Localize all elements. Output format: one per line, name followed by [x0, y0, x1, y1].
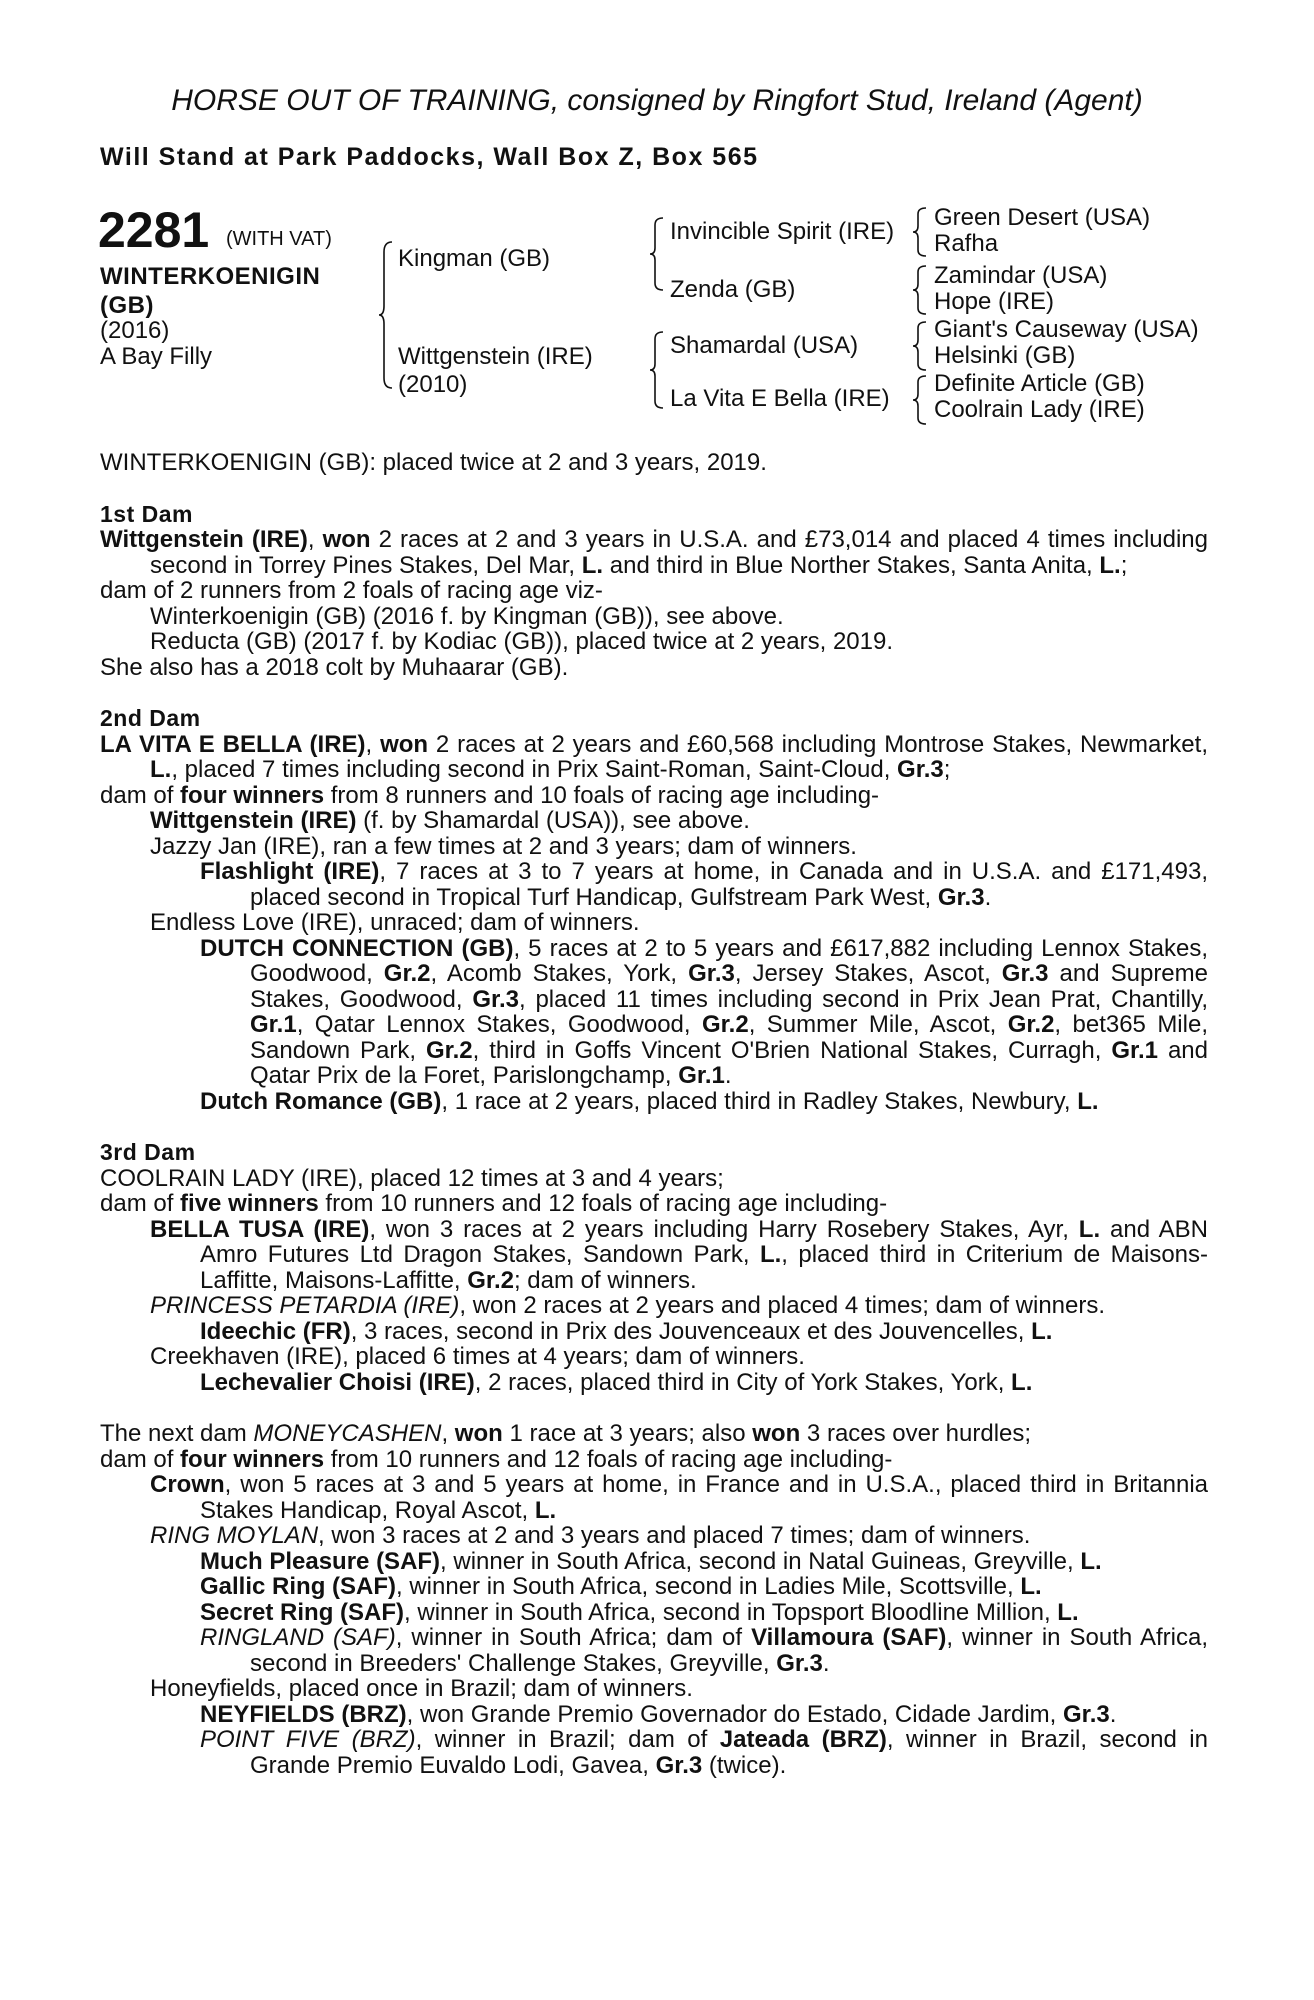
- listed-mark: L.: [759, 1241, 782, 1268]
- next-dam-record: [100, 1421, 1208, 1447]
- produce-name: BELLA TUSA (IRE): [150, 1215, 370, 1243]
- first-dam-record: Wittgenstein (IRE), won 2 races at 2 and 3 years in U.S.A. and £73,014 and placed 4 times including second in Torrey Pines Stakes, Del Mar, L. and third in Blue Norther Stakes, Santa Anita, L.;: [100, 526, 1208, 579]
- listed-mark: L.: [1011, 1368, 1033, 1396]
- produce-entry: [100, 1625, 1208, 1676]
- produce-name: Gallic Ring (SAF): [200, 1573, 397, 1600]
- produce-name: Crown: [150, 1471, 225, 1498]
- pedigree-bracket-1: [378, 240, 398, 390]
- produce-entry: Reducta (GB) (2017 f. by Kodiac (GB)), placed twice at 2 years, 2019.: [150, 628, 894, 655]
- group-mark: Gr.3: [937, 883, 985, 911]
- record-text: , 2 races, placed third in City of York Stakes, York,: [474, 1368, 1012, 1396]
- record-text: , winner in South Africa; dam of: [395, 1624, 752, 1651]
- record-text: 3 races over hurdles;: [800, 1420, 1032, 1447]
- foaling-year: (2016): [100, 317, 170, 344]
- group-mark: Gr.3: [655, 1751, 703, 1779]
- dam-dam-sire: Definite Article (GB): [934, 370, 1145, 397]
- listed-mark: L.: [534, 1496, 557, 1524]
- listed-mark: L.: [581, 551, 604, 579]
- record-text: ,: [441, 1420, 455, 1447]
- record-text: .: [724, 1062, 732, 1089]
- record-text: , won 5 races at 3 and 5 years at home, in France and in U.S.A., placed third in Britannia Stakes Handicap, Royal Ascot,: [200, 1471, 1208, 1524]
- produce-name: PRINCESS PETARDIA (IRE): [150, 1292, 460, 1319]
- horse-name-line2: (GB): [100, 292, 154, 319]
- record-text: , 5 races at 2 to 5 years and £617,882 including Lennox Stakes, Goodwood,: [250, 934, 1208, 987]
- group-mark: Gr.2: [467, 1266, 514, 1294]
- record-text: and Supreme Stakes, Goodwood,: [250, 960, 1208, 1013]
- listed-mark: L.: [1031, 1317, 1053, 1345]
- listed-mark: L.: [150, 756, 172, 783]
- record-text: and Qatar Prix de la Foret, Parislongchamp,: [250, 1036, 1209, 1089]
- group-mark: Gr.3: [1001, 960, 1049, 987]
- listed-mark: L.: [1057, 1598, 1079, 1626]
- produce-name: Villamoura (SAF): [751, 1624, 947, 1651]
- record-text: The next dam: [100, 1420, 254, 1447]
- group-mark: Gr.3: [472, 985, 520, 1013]
- listed-mark: L.: [1078, 1215, 1101, 1243]
- produce-entry: [100, 1472, 1208, 1523]
- dam-year: (2010): [398, 371, 468, 398]
- record-text: , placed third in Criterium de Maisons-Laffitte, Maisons-Laffitte,: [200, 1241, 1209, 1294]
- record-text: , won Grande Premio Governador do Estado, Cidade Jardim,: [406, 1700, 1064, 1728]
- pedigree-bracket-3a: [912, 206, 932, 258]
- sire: Kingman (GB): [398, 245, 551, 272]
- produce-entry: [100, 1523, 1208, 1549]
- first-dam-name: Wittgenstein (IRE): [100, 526, 308, 553]
- sire-sire-dam: Rafha: [934, 230, 999, 257]
- produce-name: Much Pleasure (SAF): [200, 1547, 441, 1575]
- sire-sire-sire: Green Desert (USA): [934, 204, 1151, 231]
- record-text: ;: [943, 756, 951, 783]
- produce-entry: [100, 1319, 1208, 1345]
- vat-note: (WITH VAT): [226, 228, 332, 250]
- horse-name: [100, 262, 320, 320]
- race-summary: WINTERKOENIGIN (GB): placed twice at 2 and 3 years, 2019.: [100, 449, 767, 476]
- produce-entry: [100, 1727, 1208, 1778]
- group-mark: Gr.3: [688, 960, 735, 987]
- pedigree-bracket-3c: [912, 320, 932, 372]
- group-mark: Gr.3: [897, 756, 944, 783]
- dam-dam-dam: Coolrain Lady (IRE): [934, 396, 1145, 423]
- produce-entry: [100, 936, 1208, 1089]
- pedigree-bracket-2b: [649, 330, 669, 410]
- group-mark: Gr.1: [678, 1062, 725, 1089]
- record-text: (f. by Shamardal (USA)), see above.: [356, 807, 750, 834]
- record-text: , winner in Brazil, second in Grande Premio Euvaldo Lodi, Gavea,: [250, 1726, 1208, 1779]
- produce-entry: [100, 1089, 1208, 1115]
- produce-entry: [100, 1370, 1208, 1396]
- record-text: and ABN Amro Futures Ltd Dragon Stakes, Sandown Park,: [200, 1215, 1208, 1268]
- catalogue-body: [100, 450, 1208, 1778]
- record-text: , Qatar Lennox Stakes, Goodwood,: [296, 1011, 702, 1038]
- sire-dam-dam: Hope (IRE): [934, 288, 1055, 315]
- winners-count: four winners: [180, 1445, 325, 1473]
- listed-mark: L.: [1020, 1573, 1042, 1600]
- produce-name: Dutch Romance (GB): [200, 1087, 442, 1115]
- group-mark: Gr.1: [1111, 1036, 1159, 1064]
- listed-mark: L.: [1080, 1547, 1102, 1575]
- dam-dam: La Vita E Bella (IRE): [670, 385, 890, 412]
- sire-sire: Invincible Spirit (IRE): [670, 218, 895, 245]
- group-mark: Gr.2: [701, 1011, 749, 1038]
- produce-name: Ideechic (FR): [200, 1317, 351, 1345]
- produce-entry: Honeyfields, placed once in Brazil; dam of winners.: [150, 1675, 693, 1702]
- first-dam-also: She also has a 2018 colt by Muhaarar (GB).: [100, 653, 569, 681]
- first-dam-produce-intro: dam of 2 runners from 2 foals of racing age viz-: [100, 577, 603, 604]
- dam-sire-sire: Giant's Causeway (USA): [934, 316, 1199, 343]
- record-text: .: [1109, 1700, 1117, 1728]
- third-dam-record: COOLRAIN LADY (IRE), placed 12 times at 3 and 4 years;: [100, 1164, 724, 1192]
- record-text: , 1 race at 2 years, placed third in Radley Stakes, Newbury,: [441, 1087, 1078, 1115]
- group-mark: Gr.3: [1063, 1700, 1110, 1728]
- produce-entry: Winterkoenigin (GB) (2016 f. by Kingman (GB)), see above.: [150, 602, 784, 630]
- record-text: , won 3 races at 2 and 3 years and placed 7 times; dam of winners.: [318, 1522, 1031, 1549]
- won-label: won: [752, 1420, 801, 1447]
- winners-count: five winners: [180, 1190, 319, 1217]
- record-text: , winner in Brazil; dam of: [415, 1726, 720, 1753]
- produce-name: Secret Ring (SAF): [200, 1598, 405, 1626]
- second-dam-name: LA VITA E BELLA (IRE): [100, 730, 366, 758]
- produce-name: POINT FIVE (BRZ): [200, 1726, 416, 1753]
- record-text: dam of: [100, 1190, 181, 1217]
- produce-name: NEYFIELDS (BRZ): [200, 1700, 407, 1728]
- record-text: from 8 runners and 10 foals of racing age including-: [324, 781, 880, 809]
- produce-name: RINGLAND (SAF): [200, 1624, 396, 1651]
- produce-entry: [100, 859, 1208, 910]
- record-text: , winner in South Africa, second in Breeders' Challenge Stakes, Greyville,: [250, 1624, 1208, 1677]
- group-mark: Gr.2: [425, 1036, 473, 1064]
- produce-name: DUTCH CONNECTION (GB): [200, 934, 514, 962]
- produce-name: Wittgenstein (IRE): [150, 807, 357, 834]
- produce-entry: [100, 1293, 1208, 1319]
- produce-entry: [100, 1549, 1208, 1575]
- first-dam-heading: 1st Dam: [100, 500, 193, 527]
- sire-dam: Zenda (GB): [670, 276, 796, 303]
- pedigree-bracket-3b: [912, 264, 932, 316]
- record-text: and third in Blue Norther Stakes, Santa Anita,: [603, 551, 1100, 579]
- record-text: .: [822, 1649, 830, 1677]
- record-text: 2 races at 2 years and £60,568 including Montrose Stakes, Newmarket,: [428, 730, 1208, 758]
- horse-description: A Bay Filly: [100, 343, 213, 370]
- produce-entry: Jazzy Jan (IRE), ran a few times at 2 and 3 years; dam of winners.: [150, 832, 857, 860]
- dam-sire: Shamardal (USA): [670, 332, 859, 359]
- won-label: won: [454, 1420, 503, 1447]
- record-text: , winner in South Africa, second in Topsport Bloodline Million,: [404, 1598, 1058, 1626]
- next-dam-name: MONEYCASHEN: [253, 1420, 442, 1447]
- record-text: ; dam of winners.: [513, 1266, 697, 1294]
- won-label: won: [322, 526, 371, 553]
- second-dam-heading: 2nd Dam: [100, 705, 201, 731]
- sire-dam-sire: Zamindar (USA): [934, 262, 1108, 289]
- produce-name: RING MOYLAN: [150, 1522, 319, 1549]
- dam-sire-dam: Helsinki (GB): [934, 342, 1076, 369]
- record-text: , winner in South Africa, second in Natal Guineas, Greyville,: [440, 1547, 1081, 1575]
- pedigree-bracket-3d: [912, 374, 932, 426]
- horse-name-line1: WINTERKOENIGIN: [100, 263, 321, 290]
- produce-entry: [100, 1574, 1208, 1600]
- record-text: , Acomb Stakes, York,: [430, 960, 689, 987]
- stand-location: Will Stand at Park Paddocks, Wall Box Z, Box 565: [100, 143, 759, 171]
- third-dam-heading: 3rd Dam: [100, 1139, 196, 1165]
- record-text: , winner in South Africa, second in Ladies Mile, Scottsville,: [396, 1573, 1021, 1600]
- third-dam-produce-intro: [100, 1191, 1208, 1217]
- produce-name: Jateada (BRZ): [719, 1726, 887, 1753]
- produce-entry: [100, 1600, 1208, 1626]
- record-text: dam of: [100, 781, 181, 809]
- record-text: .: [984, 883, 992, 911]
- second-dam-produce-intro: [100, 783, 1208, 809]
- group-mark: Gr.2: [383, 960, 431, 987]
- lot-number: 2281: [98, 202, 210, 258]
- winners-count: four winners: [180, 781, 325, 809]
- next-dam-produce-intro: [100, 1447, 1208, 1473]
- produce-entry: Creekhaven (IRE), placed 6 times at 4 years; dam of winners.: [150, 1343, 805, 1370]
- record-text: , 7 races at 3 to 7 years at home, in Canada and in U.S.A. and £171,493, placed second in Tropical Turf Handicap, Gulfstream Park West,: [250, 858, 1208, 911]
- record-text: 1 race at 3 years; also: [502, 1420, 753, 1447]
- group-mark: Gr.3: [776, 1649, 823, 1677]
- produce-entry: Endless Love (IRE), unraced; dam of winners.: [150, 909, 640, 936]
- record-text: (twice).: [702, 1751, 787, 1779]
- record-text: ;: [1120, 551, 1128, 579]
- group-mark: Gr.1: [250, 1011, 297, 1038]
- produce-name: Flashlight (IRE): [200, 858, 380, 885]
- record-text: 2 races at 2 and 3 years in U.S.A. and £73,014 and placed 4 times including second in Torrey Pines Stakes, Del Mar,: [150, 526, 1208, 579]
- produce-entry: [100, 1217, 1208, 1294]
- record-text: , won 2 races at 2 years and placed 4 times; dam of winners.: [459, 1292, 1106, 1319]
- produce-entry: [100, 808, 1208, 834]
- record-text: , won 3 races at 2 years including Harry Rosebery Stakes, Ayr,: [369, 1215, 1079, 1243]
- record-text: , placed 7 times including second in Prix Saint-Roman, Saint-Cloud,: [171, 756, 898, 783]
- second-dam-record: LA VITA E BELLA (IRE), won 2 races at 2 years and £60,568 including Montrose Stakes, Newmarket, L., placed 7 times including second in Prix Saint-Roman, Saint-Cloud, Gr.3;: [100, 730, 1208, 783]
- produce-entry: [100, 1702, 1208, 1728]
- record-text: , Summer Mile, Ascot,: [748, 1011, 1008, 1038]
- record-text: from 10 runners and 12 foals of racing age including-: [318, 1190, 888, 1217]
- produce-name: Lechevalier Choisi (IRE): [200, 1368, 475, 1396]
- record-text: , 3 races, second in Prix des Jouvenceaux et des Jouvencelles,: [350, 1317, 1032, 1345]
- dam: Wittgenstein (IRE): [398, 343, 593, 370]
- group-mark: Gr.2: [1007, 1011, 1055, 1038]
- record-text: , bet365 Mile, Sandown Park,: [250, 1011, 1208, 1064]
- record-text: , third in Goffs Vincent O'Brien National Stakes, Curragh,: [472, 1036, 1112, 1064]
- pedigree-bracket-2a: [649, 216, 669, 292]
- listed-mark: L.: [1077, 1087, 1099, 1115]
- won-label: won: [380, 730, 429, 758]
- record-text: , placed 11 times including second in Prix Jean Prat, Chantilly,: [519, 985, 1208, 1013]
- record-text: dam of: [100, 1445, 181, 1473]
- listed-mark: L.: [1099, 551, 1121, 579]
- record-text: , Jersey Stakes, Ascot,: [734, 960, 1002, 987]
- record-text: from 10 runners and 12 foals of racing age including-: [324, 1445, 893, 1473]
- catalogue-header: HORSE OUT OF TRAINING, consigned by Ringfort Stud, Ireland (Agent): [171, 84, 1143, 117]
